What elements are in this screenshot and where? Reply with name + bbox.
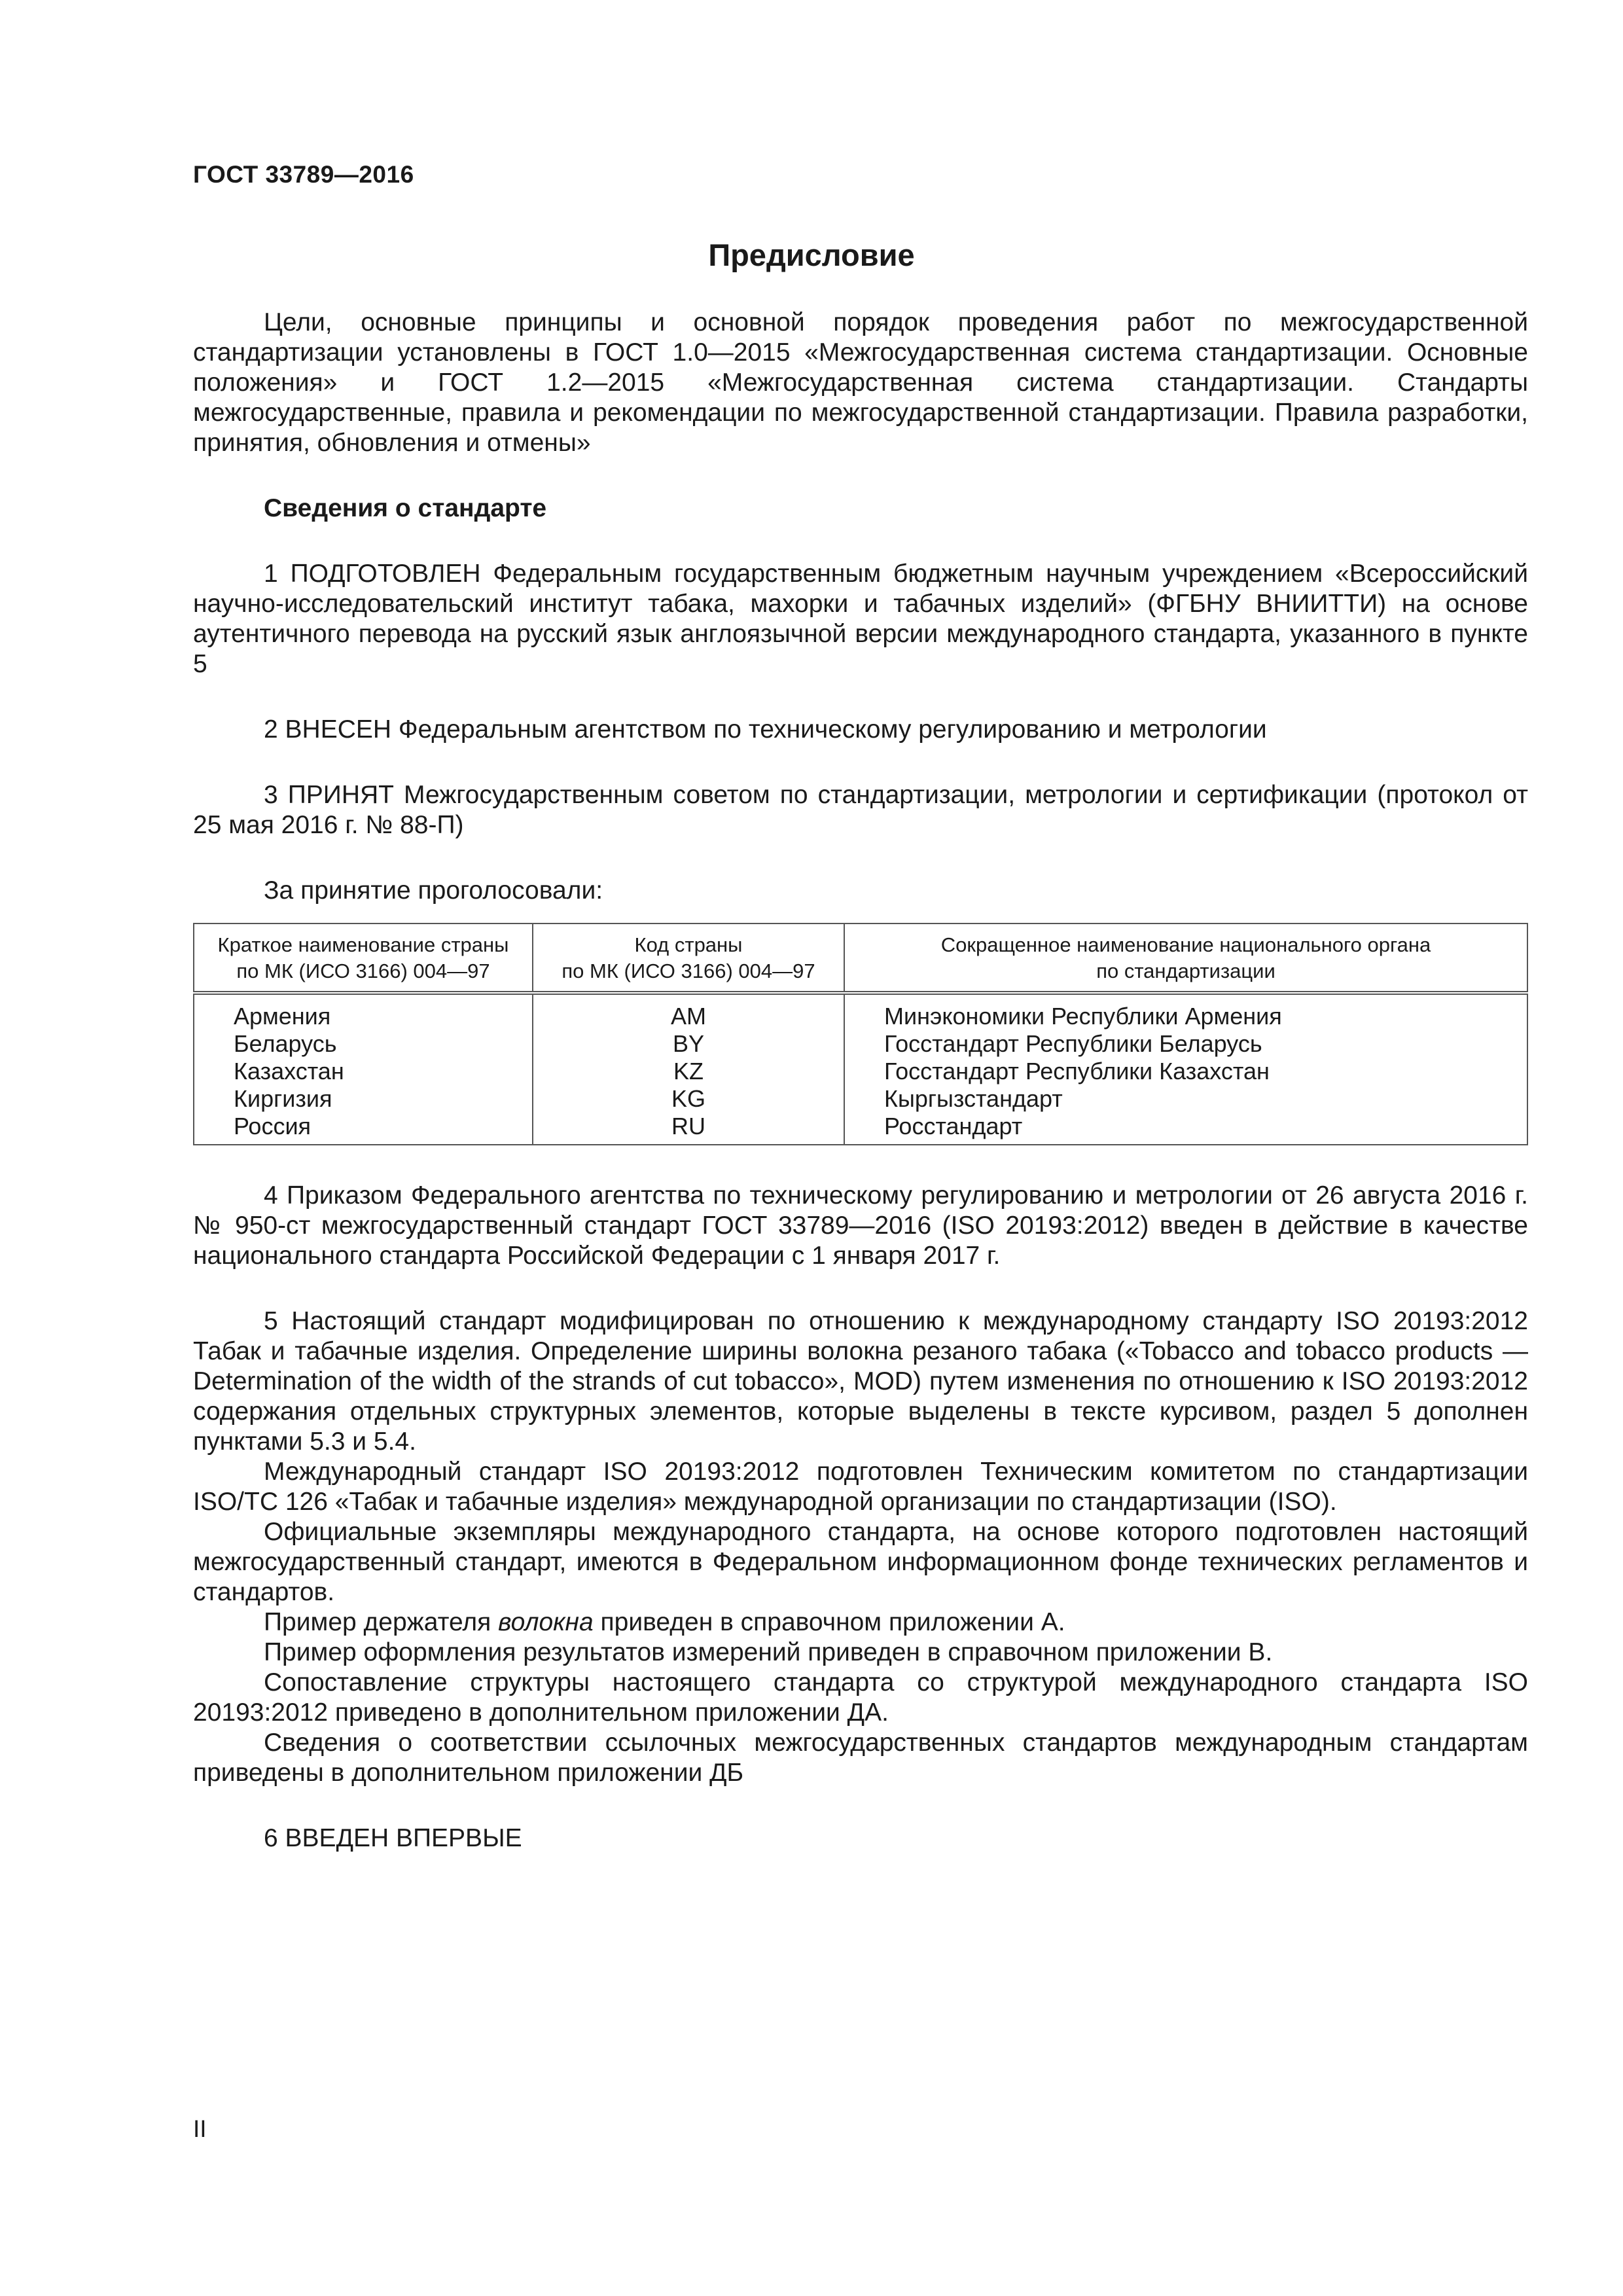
preface-content	[193, 308, 1528, 1854]
org-cell: Госстандарт Республики Беларусь	[844, 1030, 1527, 1058]
item-5-official-copies-paragraph: Официальные экземпляры международного стандарта, на основе которого подготовлен настоящий межгосударственный стандарт, имеются в Федеральном информационном фонде технических регламентов и стандартов.	[193, 1518, 1528, 1606]
intro-paragraph: Цели, основные принципы и основной порядок проведения работ по межгосударственной стандартизации установлены в ГОСТ 1.0—2015 «Межгосударственная система стандартизации. Основные положения» и ГОСТ 1.2—2015 «Межгосударственная система стандартизации. Стандарты межгосударственные, правила и рекомендации по межгосударственной стандартизации. Правила разработки, принятия, обновления и отмены»	[193, 308, 1528, 457]
page-title: Предисловие	[708, 238, 915, 272]
holder-example-italic: волокна	[498, 1608, 594, 1636]
table-row	[194, 993, 1527, 1030]
item-3-paragraph: 3 ПРИНЯТ Межгосударственным советом по стандартизации, метрологии и сертификации (протокол от 25 мая 2016 г. № 88-П)	[193, 781, 1528, 839]
header-country-name-line1: Краткое наименование страны	[217, 933, 509, 956]
header-national-body-line2: по стандартизации	[1096, 960, 1275, 982]
header-country-name	[194, 924, 533, 993]
table-row	[194, 1085, 1527, 1113]
org-cell: Минэкономики Республики Армения	[844, 993, 1527, 1030]
code-cell: KZ	[533, 1058, 844, 1085]
item-5-iso-committee-paragraph: Международный стандарт ISO 20193:2012 подготовлен Техническим комитетом по стандартизации ISO/TC 126 «Табак и табачные изделия» международной организации по стандартизации (ISO).	[193, 1458, 1528, 1516]
holder-example-text-after: приведен в справочном приложении А.	[593, 1608, 1065, 1636]
header-country-code	[533, 924, 844, 993]
page-number: II	[193, 2115, 207, 2142]
item-5-results-example-paragraph: Пример оформления результатов измерений приведен в справочном приложении В.	[264, 1638, 1273, 1666]
table-row	[194, 1113, 1527, 1145]
header-country-name-line2: по МК (ИСО 3166) 004—97	[236, 960, 490, 982]
item-1-paragraph: 1 ПОДГОТОВЛЕН Федеральным государственным бюджетным научным учреждением «Всероссийский научно-исследовательский институт табака, махорки и табачных изделий» (ФГБНУ ВНИИТТИ) на основе аутентичного перевода на русский язык англоязычной версии международного стандарта, указанного в пункте 5	[193, 560, 1528, 678]
vote-table-header-row	[194, 924, 1527, 993]
vote-label: За принятие проголосовали:	[264, 876, 603, 905]
section-subheading: Сведения о стандарте	[264, 494, 547, 522]
item-5-reference-standards-paragraph: Сведения о соответствии ссылочных межгосударственных стандартов международным стандартам приведены в дополнительном приложении ДБ	[193, 1729, 1528, 1787]
table-row	[194, 1030, 1527, 1058]
org-cell: Кыргызстандарт	[844, 1085, 1527, 1113]
country-cell: Беларусь	[194, 1030, 533, 1058]
item-6-paragraph: 6 ВВЕДЕН ВПЕРВЫЕ	[264, 1824, 522, 1852]
country-cell: Киргизия	[194, 1085, 533, 1113]
org-cell: Госстандарт Республики Казахстан	[844, 1058, 1527, 1085]
item-5-structure-comparison-paragraph: Сопоставление структуры настоящего стандарта со структурой международного стандарта ISO 20193:2012 приведено в дополнительном приложении ДА.	[193, 1668, 1528, 1727]
table-row	[194, 1058, 1527, 1085]
item-4-paragraph: 4 Приказом Федерального агентства по техническому регулированию и метрологии от 26 августа 2016 г. № 950-ст межгосударственный стандарт ГОСТ 33789—2016 (ISO 20193:2012) введен в действие в качестве национального стандарта Российской Федерации с 1 января 2017 г.	[193, 1181, 1528, 1270]
holder-example-text-before: Пример держателя	[264, 1608, 499, 1636]
header-country-code-line2: по МК (ИСО 3166) 004—97	[562, 960, 815, 982]
code-cell: KG	[533, 1085, 844, 1113]
header-national-body-line1: Сокращенное наименование национального органа	[940, 933, 1431, 956]
header-country-code-line1: Код страны	[634, 933, 743, 956]
document-code: ГОСТ 33789—2016	[193, 161, 414, 188]
code-cell: BY	[533, 1030, 844, 1058]
item-5-holder-example-paragraph	[193, 1607, 1528, 1638]
country-cell: Армения	[194, 993, 533, 1030]
item-5-paragraph: 5 Настоящий стандарт модифицирован по отношению к международному стандарту ISO 20193:2012 Табак и табачные изделия. Определение ширины волокна резаного табака («Tobacco and tobacco products — Determination of the width of the strands of cut tobacco», MOD) путем изменения по отношению к ISO 20193:2012 содержания отдельных структурных элементов, которые выделены в тексте курсивом, раздел 5 дополнен пунктами 5.3 и 5.4.	[193, 1307, 1528, 1456]
country-cell: Россия	[194, 1113, 533, 1145]
org-cell: Росстандарт	[844, 1113, 1527, 1145]
code-cell: RU	[533, 1113, 844, 1145]
code-cell: AM	[533, 993, 844, 1030]
vote-table	[193, 923, 1528, 1145]
item-2-paragraph: 2 ВНЕСЕН Федеральным агентством по техническому регулированию и метрологии	[264, 715, 1267, 744]
header-national-body	[844, 924, 1527, 993]
country-cell: Казахстан	[194, 1058, 533, 1085]
